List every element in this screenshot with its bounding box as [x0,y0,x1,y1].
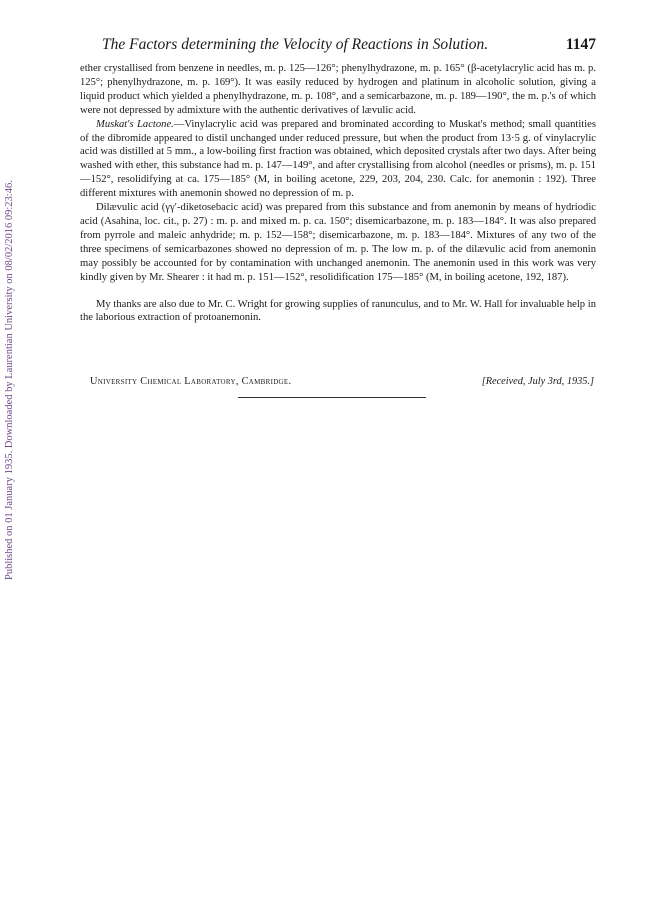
end-rule [238,397,426,398]
affiliation: University Chemical Laboratory, Cambridge. [90,376,292,387]
affiliation-line [80,376,596,390]
download-watermark [2,150,20,580]
paragraph-muskat [80,118,596,201]
muskat-lead: —Vinylacrylic acid was prepared and brominated according to Muskat's [173,118,487,130]
received-date: [Received, July 3rd, 1935.] [481,376,594,387]
body-text [80,62,596,325]
running-title: The Factors determining the Velocity of Reactions in Solution. [102,36,489,53]
page-number: 1147 [565,36,596,53]
acknowledgements: My thanks are also due to Mr. C. Wright for growing supplies of ranunculus, and to Mr. W. Hall for invaluable help in the laborious extraction of protoanemonin. [80,298,596,324]
paragraph-2: method; small quantities of the dibromide appeared to distil unchanged under reduced pressure, but when the product from 13·5 g. of vinylacrylic acid was distilled at 5 mm., a low-boiling first fraction was obtained, which deposited crystals after two days. After being washed with ether, this substance had m. p. 147—149°, and after crystallising from alcohol (needles or prisms), m. p. 151—152°, resolidifying at ca. 175—185° (M, in boiling acetone, 229, 203, 204, 230. Calc. for anemonin : 192). Three different mixtures with anemonin showed no depression of m. p. [80,118,596,200]
running-header [80,36,596,56]
download-watermark-text: Published on 01 January 1935. Downloaded by Laurentian University on 08/02/2016 09:23:46. [4,180,15,580]
muskat-heading: Muskat's Lactone. [96,118,174,130]
paragraph-3: Dilævulic acid (γγ′-diketosebacic acid) was prepared from this substance and from anemonin by means of hydriodic acid (Asahina, loc. cit., p. 27) : m. p. and mixed m. p. ca. 150°; disemicarbazone, m. p. 183—184°. It was also prepared from pyrrole and maleic anhydride; m. p. 152—158°; disemicarbazone, m. p. 183—184°. Mixtures of any two of the three specimens of semicarbazones showed no depression of m. p. The low m. p. of the dilævulic acid from anemonin may possibly be accounted for by contamination with unchanged anemonin. The anemonin used in this work was very kindly given by Mr. Shearer : it had m. p. 151—152°, resolidification 175—185° (M, in boiling acetone, 192, 187). [80,202,596,283]
paragraph-1: ether crystallised from benzene in needles, m. p. 125—126°; phenylhydrazone, m. p. 165° (β-acetylacrylic acid has m. p. 125°; phenylhydrazone, m. p. 169°). It was easily reduced by hydrogen and platinum in alcoholic solution, giving a liquid product which yielded a phenylhydrazone, m. p. 108°, and a semicarbazone, m. p. 189—190°, the m. p.'s of which were not depressed by admixture with the authentic derivatives of lævulic acid. [80,63,596,116]
